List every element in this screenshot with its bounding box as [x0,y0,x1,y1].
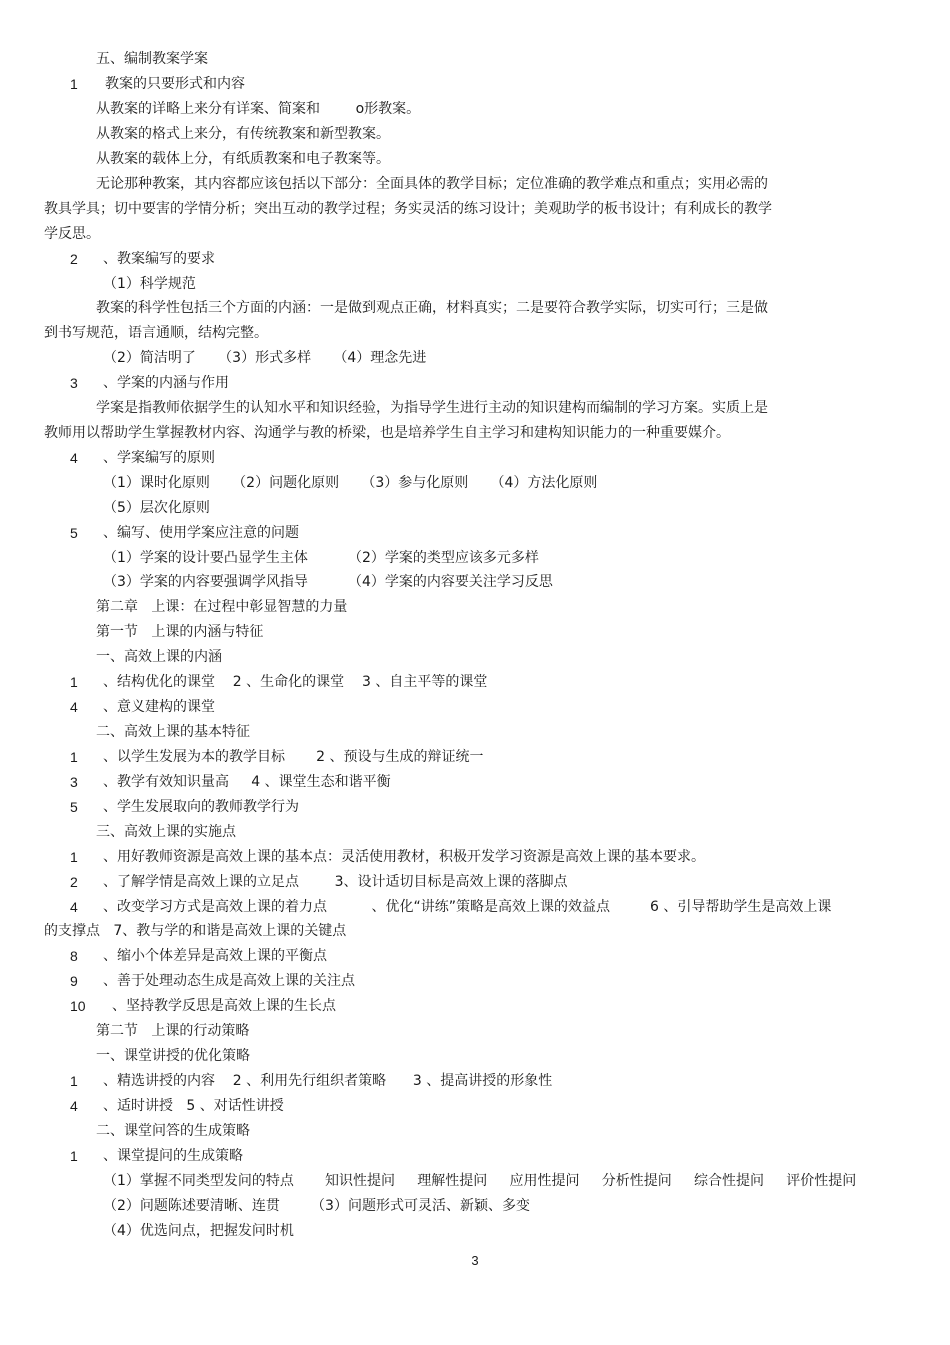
text-line: 教具学具；切中要害的学情分析；突出互动的教学过程；务实灵活的练习设计；美观助学的板书设计；有利成长的教学 [44,201,772,217]
text-line: 第二章 上课：在过程中彰显智慧的力量 [96,599,348,615]
text-line: 、课堂提问的生成策略 [103,1148,243,1164]
list-number: 1 [70,749,78,765]
text-line: 、教学有效知识量高 4 、课堂生态和谐平衡 [103,774,391,790]
text-line: 、精选讲授的内容 2 、利用先行组织者策略 3 、提高讲授的形象性 [103,1073,553,1089]
list-number: 1 [70,674,78,690]
text-line: （1）掌握不同类型发问的特点 知识性提问 理解性提问 应用性提问 分析性提问 综合性提问 评价性提问 [103,1173,857,1189]
list-number: 4 [70,450,78,466]
text-line: 二、课堂问答的生成策略 [96,1123,250,1139]
list-number: 1 [70,849,78,865]
text-line: 学反思。 [44,226,100,242]
text-line: 到书写规范，语言通顺，结构完整。 [44,325,268,341]
list-number: 2 [70,874,78,890]
text-line: 、学案编写的原则 [103,450,215,466]
text-line: 一、高效上课的内涵 [96,649,222,665]
list-number: 3 [70,375,78,391]
text-line: 、缩小个体差异是高效上课的平衡点 [103,948,327,964]
text-line: （1）学案的设计要凸显学生主体 （2）学案的类型应该多元多样 [103,550,539,566]
list-number: 1 [70,1148,78,1164]
list-number: 5 [70,799,78,815]
text-line: 第二节 上课的行动策略 [96,1023,250,1039]
text-line: 、用好教师资源是高效上课的基本点：灵活使用教材，积极开发学习资源是高效上课的基本要求。 [103,849,705,865]
list-number: 1 [70,1073,78,1089]
text-line: 教师用以帮助学生掌握教材内容、沟通学与教的桥梁，也是培养学生自主学习和建构知识能力的一种重要媒介。 [44,425,730,441]
text-line: 、结构优化的课堂 2 、生命化的课堂 3 、自主平等的课堂 [103,674,488,690]
text-line: （4）优选问点，把握发问时机 [103,1223,294,1239]
list-number: 5 [70,525,78,541]
text-line: 教案的只要形式和内容 [105,76,245,92]
text-line: （2）问题陈述要清晰、连贯 （3）问题形式可灵活、新颖、多变 [103,1198,530,1214]
list-number: 10 [70,998,86,1014]
text-line: 、了解学情是高效上课的立足点 3、设计适切目标是高效上课的落脚点 [103,874,568,890]
text-line: 学案是指教师依据学生的认知水平和知识经验，为指导学生进行主动的知识建构而编制的学习方案。实质上是 [96,400,768,416]
text-line: （5）层次化原则 [103,500,210,516]
text-line: 、教案编写的要求 [103,251,215,267]
text-line: 、适时讲授 5 、对话性讲授 [103,1098,284,1114]
list-number: 4 [70,1098,78,1114]
list-number: 9 [70,973,78,989]
text-line: 从教案的格式上来分，有传统教案和新型教案。 [96,126,390,142]
text-line: 教案的科学性包括三个方面的内涵：一是做到观点正确，材料真实；二是要符合教学实际，切实可行；三是做 [96,300,768,316]
text-line: 、坚持教学反思是高效上课的生长点 [112,998,336,1014]
text-line: 、学案的内涵与作用 [103,375,229,391]
text-line: 、以学生发展为本的教学目标 2 、预设与生成的辩证统一 [103,749,484,765]
text-line: 第一节 上课的内涵与特征 [96,624,264,640]
list-number: 8 [70,948,78,964]
text-line: （2）简洁明了 （3）形式多样 （4）理念先进 [103,350,427,366]
list-number: 4 [70,699,78,715]
text-line: （1）科学规范 [103,276,196,292]
text-line: 从教案的载体上分，有纸质教案和电子教案等。 [96,151,390,167]
text-line: （3）学案的内容要强调学风指导 （4）学案的内容要关注学习反思 [103,574,553,590]
text-line: 三、高效上课的实施点 [96,824,236,840]
text-line: 五、编制教案学案 [96,51,208,67]
text-line: 一、课堂讲授的优化策略 [96,1048,250,1064]
text-line: 、改变学习方式是高效上课的着力点 、优化“讲练”策略是高效上课的效益点 6 、引导帮助学生是高效上课 [103,899,832,915]
text-line: （1）课时化原则 （2）问题化原则 （3）参与化原则 （4）方法化原则 [103,475,598,491]
text-line: 从教案的详略上来分有详案、简案和 o形教案。 [96,101,421,117]
text-line: 、学生发展取向的教师教学行为 [103,799,299,815]
text-line: 二、高效上课的基本特征 [96,724,250,740]
list-number: 2 [70,251,78,267]
list-number: 1 [70,76,78,92]
list-number: 3 [70,774,78,790]
text-line: 的支撑点 7、教与学的和谐是高效上课的关键点 [44,923,347,939]
text-line: 、意义建构的课堂 [103,699,215,715]
page-number: 3 [471,1253,479,1268]
text-line: 、善于处理动态生成是高效上课的关注点 [103,973,355,989]
text-line: 、编写、使用学案应注意的问题 [103,525,299,541]
list-number: 4 [70,899,78,915]
text-line: 无论那种教案，其内容都应该包括以下部分：全面具体的教学目标；定位准确的教学难点和重点；实用必需的 [96,176,768,192]
